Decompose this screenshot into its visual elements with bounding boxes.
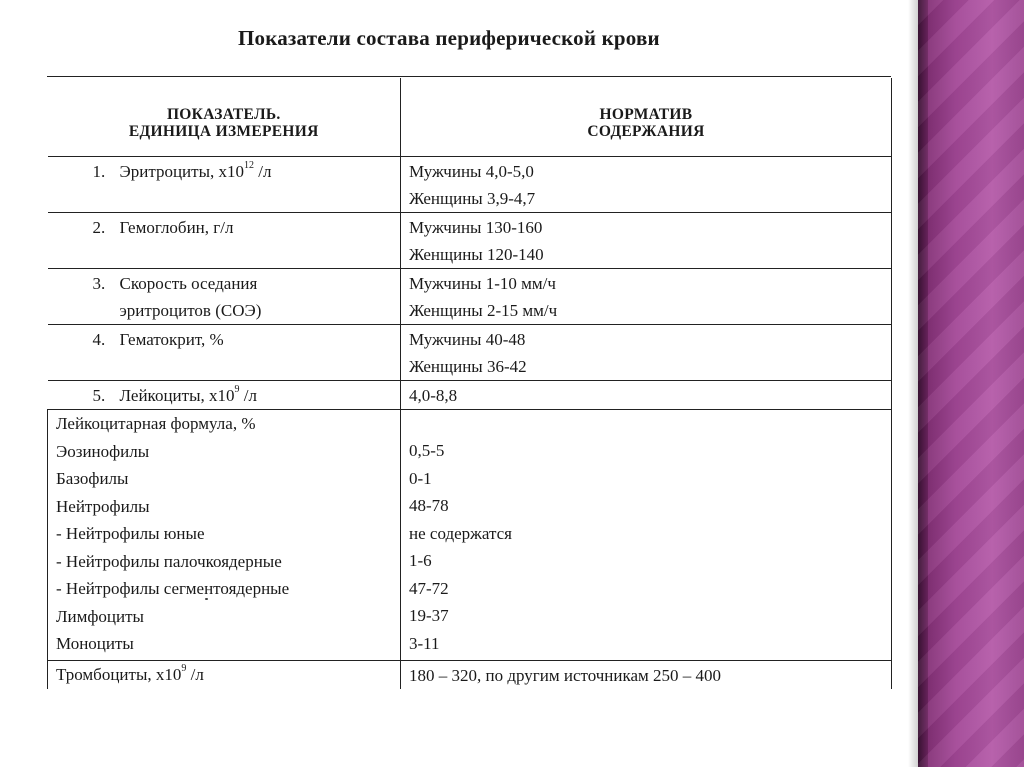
leukoformula-item-name: - Нейтрофилы сегментоядерные xyxy=(56,579,290,598)
row-number: 2. xyxy=(92,218,106,237)
table-row xyxy=(48,269,892,325)
header-norm-line2: СОДЕРЖАНИЯ xyxy=(587,123,705,140)
leukoformula-item-value: 0-1 xyxy=(409,468,432,488)
norm-cell xyxy=(401,157,892,213)
unit-exponent: 12 xyxy=(244,160,255,171)
leukoformula-item-value: 3-11 xyxy=(409,633,440,653)
table-row xyxy=(48,660,892,689)
leukoformula-item-value: 1-6 xyxy=(409,551,432,570)
row-number: 1. xyxy=(92,162,106,181)
norm-value: 4,0-8,8 xyxy=(409,386,458,405)
leukoformula-row xyxy=(48,410,892,661)
indicator-cell xyxy=(48,660,401,689)
leukoformula-item-name: Эозинофилы xyxy=(56,441,150,461)
norm-men: Мужчины 130-160 xyxy=(409,218,543,237)
indicator-cell xyxy=(48,325,401,381)
leukoformula-item-value: 19-37 xyxy=(409,606,449,625)
norm-women: Женщины 36-42 xyxy=(409,357,527,376)
norm-cell xyxy=(401,325,892,381)
norm-cell xyxy=(401,660,892,689)
indicator-unit: /л xyxy=(254,162,272,181)
leukoformula-item-name: - Нейтрофилы юные xyxy=(56,524,205,543)
indicator-name: Эритроциты, х10 xyxy=(119,162,245,181)
indicator-cell xyxy=(48,269,401,325)
leukoformula-values-cell xyxy=(401,410,892,661)
header-norm-cell xyxy=(401,78,892,157)
indicator-name: Лейкоциты, х10 xyxy=(119,386,235,405)
norm-men: Мужчины 4,0-5,0 xyxy=(409,162,534,181)
leukoformula-names-cell xyxy=(48,410,401,661)
leukoformula-item-value: 48-78 xyxy=(409,496,449,515)
header-norm-line1: НОРМАТИВ xyxy=(599,106,693,123)
norm-cell xyxy=(401,269,892,325)
leukoformula-item-name: Моноциты xyxy=(56,634,134,653)
indicator-cell xyxy=(48,381,401,410)
indicator-unit: /л xyxy=(186,664,204,684)
indicator-name: Гемоглобин, г/л xyxy=(119,218,234,237)
leukoformula-item-name: Нейтрофилы xyxy=(56,496,150,516)
blood-composition-table xyxy=(47,78,892,689)
norm-men: Мужчины 40-48 xyxy=(409,330,526,349)
norm-cell xyxy=(401,213,892,269)
indicator-name: Тромбоциты, х10 xyxy=(56,664,182,684)
decorative-side-band xyxy=(918,0,1024,767)
leukoformula-item-name: Базофилы xyxy=(56,469,129,488)
indicator-cell xyxy=(48,157,401,213)
leukoformula-item-name: Лимфоциты xyxy=(56,606,144,626)
norm-women: Женщины 3,9-4,7 xyxy=(409,189,536,208)
table-row xyxy=(48,213,892,269)
unit-exponent: 9 xyxy=(234,384,240,395)
table-row xyxy=(48,381,892,410)
table-top-rule xyxy=(47,76,891,77)
row-number: 3. xyxy=(92,274,106,293)
leukoformula-heading: Лейкоцитарная формула, % xyxy=(56,414,256,433)
table-row xyxy=(48,157,892,213)
row-number: 4. xyxy=(92,330,106,349)
indicator-name-line2: эритроцитов (СОЭ) xyxy=(119,301,262,320)
header-indicator-cell xyxy=(48,78,401,157)
row-number: 5. xyxy=(92,386,106,405)
leukoformula-item-name: - Нейтрофилы палочкоядерные xyxy=(56,551,282,571)
page-title: Показатели состава периферической крови xyxy=(238,26,660,50)
table-row xyxy=(48,325,892,381)
leukoformula-item-value: 47-72 xyxy=(409,578,449,598)
unit-exponent: 9 xyxy=(181,662,187,674)
slide-edge-shadow xyxy=(908,0,918,767)
indicator-name: Гематокрит, % xyxy=(119,330,224,349)
norm-women: Женщины 2-15 мм/ч xyxy=(409,301,558,320)
indicator-unit: /л xyxy=(239,386,257,405)
header-indicator-line1: ПОКАЗАТЕЛЬ. xyxy=(166,106,281,123)
leukoformula-item-value: не содержатся xyxy=(409,523,512,543)
norm-cell xyxy=(401,381,892,410)
stray-dot xyxy=(205,598,208,600)
norm-men: Мужчины 1-10 мм/ч xyxy=(409,274,556,293)
table-header-row xyxy=(48,78,892,157)
leukoformula-item-value: 0,5-5 xyxy=(409,441,445,460)
header-indicator-line2: ЕДИНИЦА ИЗМЕРЕНИЯ xyxy=(128,123,319,140)
indicator-name: Скорость оседания xyxy=(119,274,258,293)
indicator-cell xyxy=(48,213,401,269)
norm-value: 180 – 320, по другим источникам 250 – 400 xyxy=(409,665,722,685)
norm-women: Женщины 120-140 xyxy=(409,245,544,264)
